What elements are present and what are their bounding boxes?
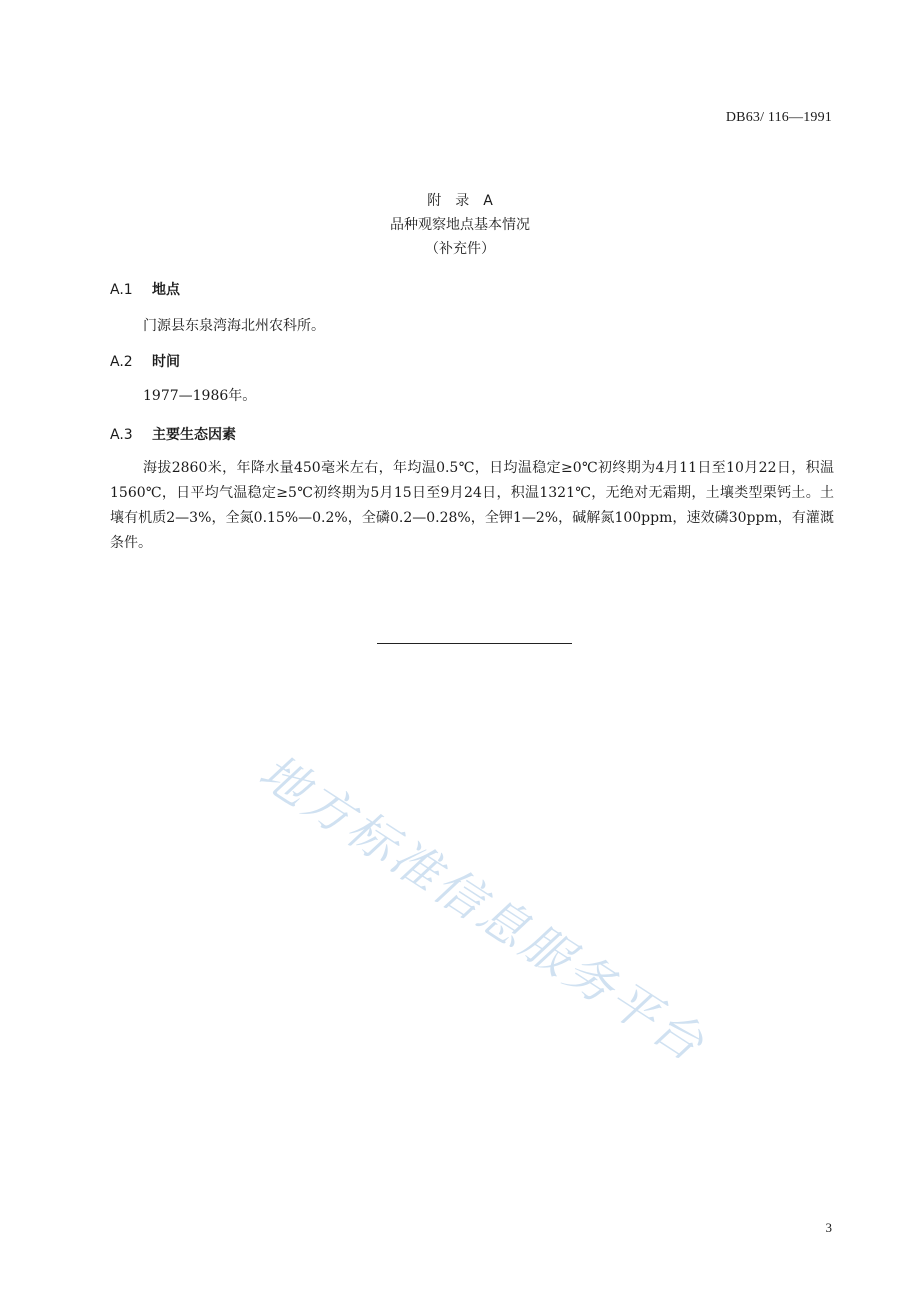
document-code: DB63/ 116—1991 — [725, 110, 832, 125]
page-number: 3 — [825, 1220, 832, 1235]
section-title: 时间 — [152, 354, 180, 370]
section-heading-a3 — [110, 424, 236, 444]
section-title: 地点 — [152, 282, 180, 298]
section-heading-a1 — [110, 279, 180, 299]
appendix-heading — [0, 189, 920, 261]
appendix-title: 品种观察地点基本情况 — [390, 217, 530, 233]
watermark: 地方标准信息服务平台 — [249, 743, 716, 1074]
section-heading-a2 — [110, 351, 180, 371]
section-body-a1: 门源县东泉湾海北州农科所。 — [143, 318, 325, 334]
section-body-a2: 1977—1986年。 — [143, 388, 257, 404]
end-rule — [377, 643, 572, 644]
section-number: A.1 — [110, 282, 133, 298]
section-number: A.3 — [110, 427, 133, 443]
appendix-label: 附 录 A — [427, 193, 493, 209]
section-title: 主要生态因素 — [152, 427, 236, 443]
section-body-a3: 海拔2860米，年降水量450毫米左右，年均温0.5℃，日均温稳定≥0℃初终期为4月11日至10月22日，积温1560℃，日平均气温稳定≥5℃初终期为5月15日至9月24日，积温1321℃，无绝对无霜期，土壤类型栗钙土。土壤有机质2—3%，全氮0.15%—0.2%，全磷0.2—0.28%，全钾1—2%，碱解氮100ppm，速效磷30ppm，有灌溉条件。 — [110, 460, 834, 551]
appendix-note: （补充件） — [425, 241, 495, 257]
section-number: A.2 — [110, 354, 133, 370]
